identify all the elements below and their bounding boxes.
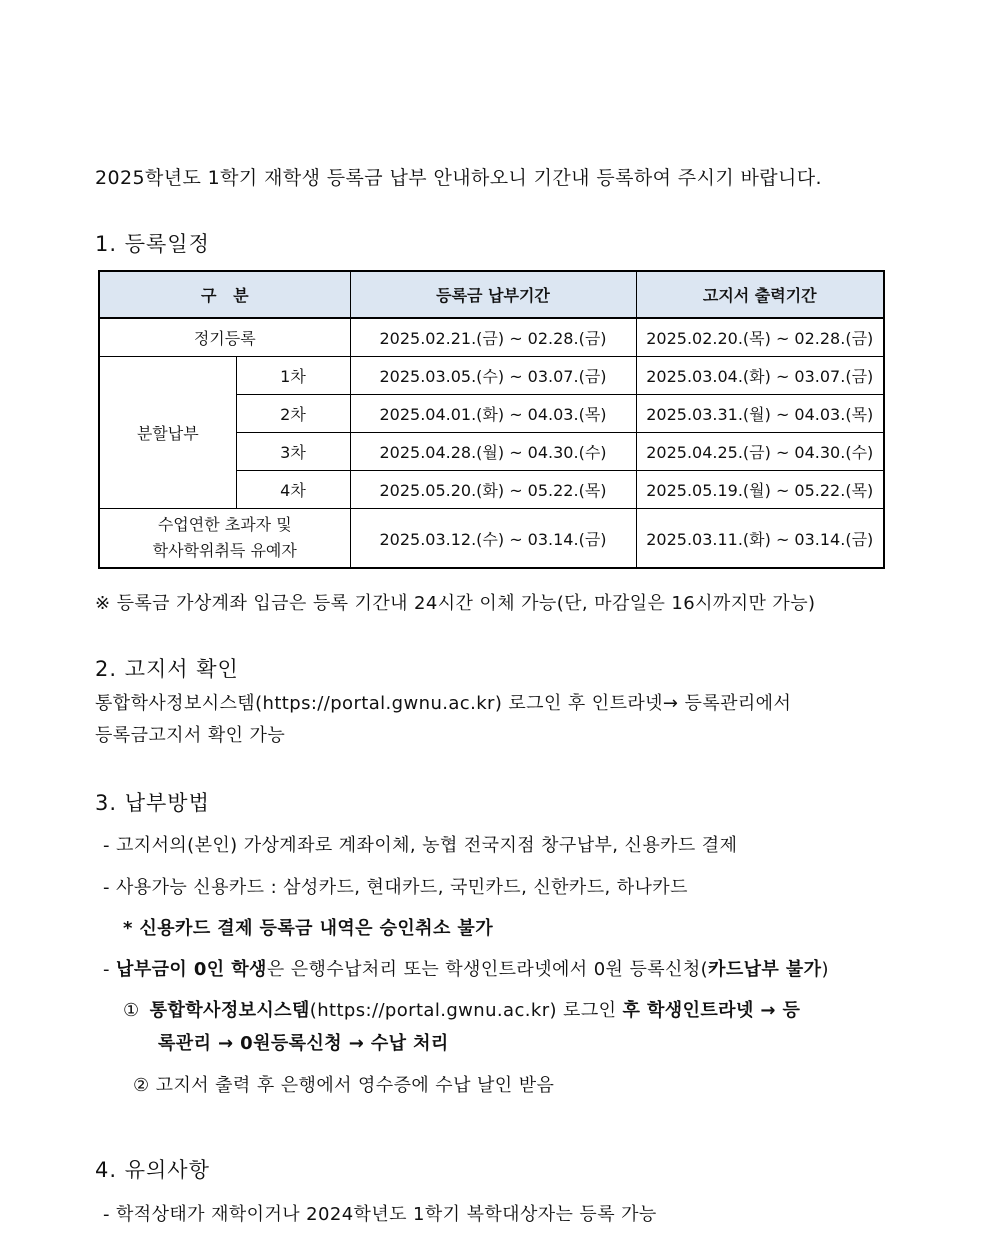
round-label: 1차 [236, 357, 350, 395]
payment-period: 2025.03.12.(수) ~ 03.14.(금) [350, 509, 636, 569]
step-1-continued: 록관리 → 0원등록신청 → 수납 처리 [158, 1033, 449, 1054]
step-1 [123, 996, 800, 1022]
print-period: 2025.03.11.(화) ~ 03.14.(금) [636, 509, 884, 569]
table-note: ※ 등록금 가상계좌 입금은 등록 기간내 24시간 이체 가능(단, 마감일은 16시까지만 가능) [95, 593, 816, 614]
round-label: 2차 [236, 395, 350, 433]
table-header-row [99, 271, 884, 318]
intro-text: 2025학년도 1학기 재학생 등록금 납부 안내하오니 기간내 등록하여 주시기 바랍니다. [95, 167, 822, 189]
table-row [99, 318, 884, 357]
system-name: 통합학사정보시스템 [149, 1000, 310, 1021]
table-row [99, 357, 884, 395]
round-label: 3차 [236, 433, 350, 471]
header-category: 구 분 [99, 271, 350, 318]
section-2-line-2: 등록금고지서 확인 가능 [95, 725, 286, 746]
step-number: ① [123, 1000, 140, 1021]
header-payment-period: 등록금 납부기간 [350, 271, 636, 318]
step-2: ② 고지서 출력 후 은행에서 영수증에 수납 날인 받음 [133, 1075, 555, 1096]
step-1-action: 후 학생인트라넷 → 등 [622, 1000, 801, 1021]
row-label [99, 509, 350, 569]
payment-period: 2025.03.05.(수) ~ 03.07.(금) [350, 357, 636, 395]
row-label: 정기등록 [99, 318, 350, 357]
zero-payment-text: 은 은행수납처리 또는 학생인트라넷에서 0원 등록신청( [266, 959, 709, 980]
zero-payment-item [103, 955, 829, 981]
payment-period: 2025.04.01.(화) ~ 04.03.(목) [350, 395, 636, 433]
section-4-title: 4. 유의사항 [95, 1158, 210, 1182]
card-cancel-warning: * 신용카드 결제 등록금 내역은 승인취소 불가 [123, 918, 493, 939]
section-1-title: 1. 등록일정 [95, 232, 210, 256]
method-item: - 고지서의(본인) 가상계좌로 계좌이체, 농협 전국지점 창구납부, 신용카드 결제 [103, 835, 738, 856]
payment-period: 2025.04.28.(월) ~ 04.30.(수) [350, 433, 636, 471]
zero-payment-end: ) [821, 959, 829, 980]
section-3-title: 3. 납부방법 [95, 791, 210, 815]
notice-item: - 학적상태가 재학이거나 2024학년도 1학기 복학대상자는 등록 가능 [103, 1204, 657, 1225]
schedule-table [98, 270, 885, 569]
print-period: 2025.05.19.(월) ~ 05.22.(목) [636, 471, 884, 509]
method-item: - 사용가능 신용카드 : 삼성카드, 현대카드, 국민카드, 신한카드, 하나카드 [103, 877, 688, 898]
portal-url: (https://portal.gwnu.ac.kr) 로그인 [309, 1000, 623, 1021]
print-period: 2025.02.20.(목) ~ 02.28.(금) [636, 318, 884, 357]
round-label: 4차 [236, 471, 350, 509]
print-period: 2025.04.25.(금) ~ 04.30.(수) [636, 433, 884, 471]
header-print-period: 고지서 출력기간 [636, 271, 884, 318]
zero-payment-student: 납부금이 0인 학생 [116, 959, 267, 980]
table-row [99, 509, 884, 569]
item-dash: - [103, 959, 117, 980]
print-period: 2025.03.31.(월) ~ 04.03.(목) [636, 395, 884, 433]
card-not-allowed: 카드납부 불가 [708, 959, 822, 980]
section-2-title: 2. 고지서 확인 [95, 657, 239, 681]
split-payment-label: 분할납부 [99, 357, 236, 509]
row-label-line: 학사학위취득 유예자 [152, 541, 297, 560]
print-period: 2025.03.04.(화) ~ 03.07.(금) [636, 357, 884, 395]
section-2-line-1: 통합학사정보시스템(https://portal.gwnu.ac.kr) 로그인 후 인트라넷→ 등록관리에서 [95, 693, 792, 714]
payment-period: 2025.02.21.(금) ~ 02.28.(금) [350, 318, 636, 357]
row-label-line: 수업연한 초과자 및 [157, 515, 292, 534]
payment-period: 2025.05.20.(화) ~ 05.22.(목) [350, 471, 636, 509]
